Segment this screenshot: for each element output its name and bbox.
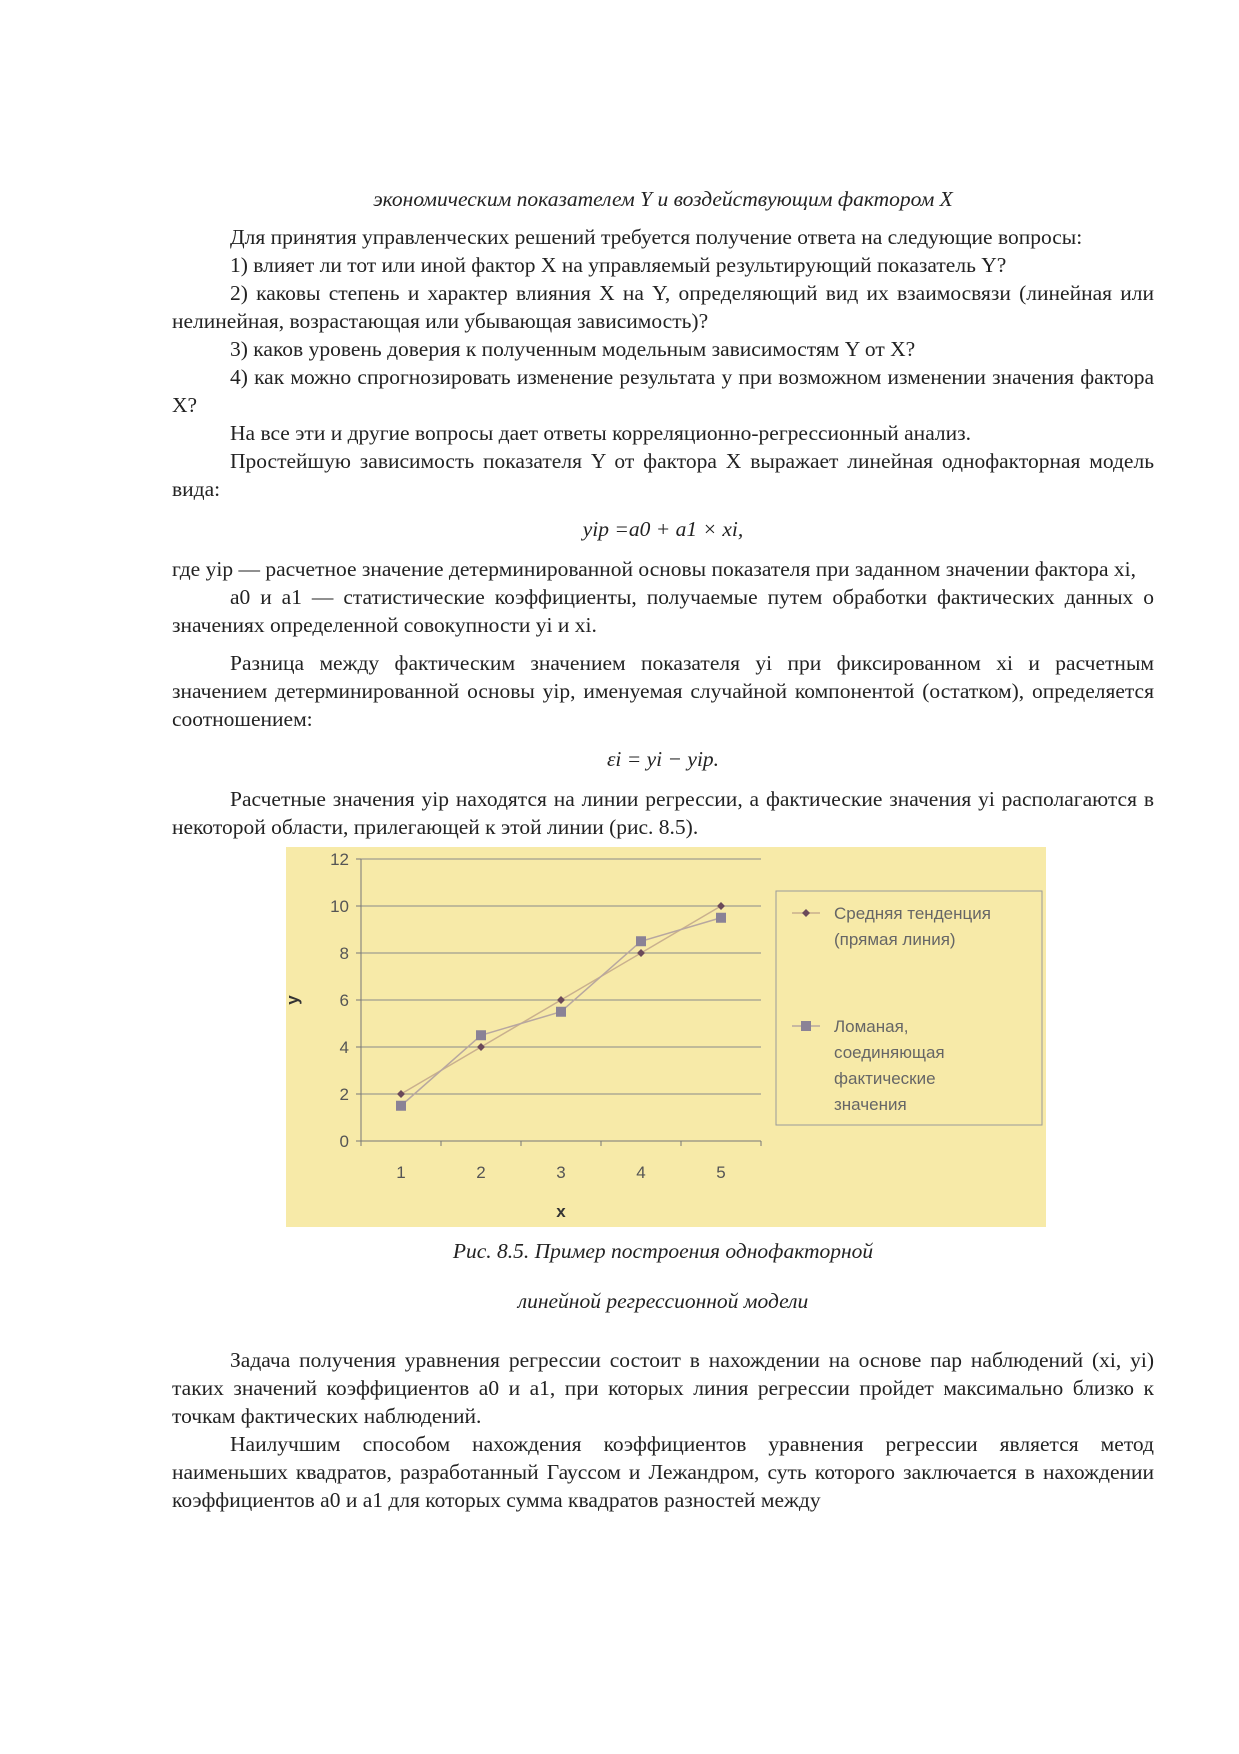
- para-intro: Для принятия управленческих решений требуется получение ответа на следующие вопросы:: [230, 225, 1083, 249]
- legend-label-2: фактические: [834, 1069, 936, 1088]
- legend-label-1: Средняя тенденция: [834, 904, 991, 923]
- figure-caption-line-2: линейной регрессионной модели: [517, 1288, 809, 1313]
- figure-caption-line-1: Рис. 8.5. Пример построения однофакторной: [452, 1239, 874, 1263]
- question-1: 1) влияет ли тот или иной фактор X на управляемый результирующий показатель Y?: [230, 253, 1007, 277]
- x-axis-label: x: [556, 1202, 566, 1221]
- para-task: Задача получения уравнения регрессии состоит в нахождении на основе пар наблюдений (xi, yi) таких значений коэффициентов a0 и a1, при которых линия регрессии пройдет максимально близко к точкам фактических наблюдений.: [172, 1348, 1154, 1428]
- para-difference: Разница между фактическим значением показателя yi при фиксированном xi и расчетным значением детерминированной основы yip, именуемая случайной компонентой (остатком), определяется соотношением:: [172, 651, 1154, 731]
- data-point-actual: [396, 1101, 406, 1111]
- legend-label-2: соединяющая: [834, 1043, 945, 1062]
- formula-regression: yip =a0 + a1 × xi,: [582, 517, 744, 541]
- x-tick-label: 3: [556, 1163, 566, 1182]
- para-model: Простейшую зависимость показателя Y от фактора X выражает линейная однофакторная модель вида:: [172, 449, 1154, 501]
- data-point-actual: [476, 1030, 486, 1040]
- para-regression-line: Расчетные значения yip находятся на линии регрессии, а фактические значения yi располагаются в некоторой области, прилегающей к этой линии (рис. 8.5).: [172, 787, 1154, 839]
- data-point-actual: [556, 1007, 566, 1017]
- x-tick-label: 5: [716, 1163, 726, 1182]
- legend-label-2: значения: [834, 1095, 907, 1114]
- page-content: [172, 185, 1154, 1514]
- question-2: 2) каковы степень и характер влияния X на Y, определяющий вид их взаимосвязи (линейная или нелинейная, возрастающая или убывающая зависимость)?: [172, 281, 1154, 333]
- y-tick-label: 2: [339, 1085, 349, 1104]
- legend-marker-actual: [801, 1021, 811, 1031]
- y-tick-label: 12: [330, 850, 349, 869]
- para-method: Наилучшим способом нахождения коэффициентов уравнения регрессии является метод наименьших квадратов, разработанный Гауссом и Лежандром, суть которого заключается в нахождении коэффициентов a0 и a1 для которых сумма квадратов разностей между: [172, 1432, 1154, 1512]
- data-point-actual: [716, 913, 726, 923]
- legend-label-1: (прямая линия): [834, 930, 956, 949]
- y-axis-label: y: [283, 995, 302, 1005]
- question-3: 3) каков уровень доверия к полученным модельным зависимостям Y от X?: [230, 337, 916, 361]
- legend-label-2: Ломаная,: [834, 1017, 909, 1036]
- data-point-actual: [636, 936, 646, 946]
- question-4: 4) как можно спрогнозировать изменение результата y при возможном изменении значения фактора X?: [172, 365, 1154, 417]
- y-tick-label: 8: [339, 944, 349, 963]
- where-line-2: a0 и a1 — статистические коэффициенты, получаемые путем обработки фактических данных о значениях определенной совокупности yi и xi.: [172, 585, 1154, 637]
- x-tick-label: 1: [396, 1163, 406, 1182]
- y-tick-label: 6: [339, 991, 349, 1010]
- figure: [283, 847, 1046, 1227]
- y-tick-label: 4: [339, 1038, 349, 1057]
- heading-line: экономическим показателем Y и воздействующим фактором X: [373, 187, 953, 211]
- y-tick-label: 0: [339, 1132, 349, 1151]
- formula-residual: εi = yi − yip.: [606, 747, 720, 771]
- para-answer: На все эти и другие вопросы дает ответы корреляционно-регрессионный анализ.: [230, 421, 972, 445]
- y-tick-label: 10: [330, 897, 349, 916]
- x-tick-label: 4: [636, 1163, 646, 1182]
- regression-chart: [283, 847, 1046, 1227]
- where-line-1: где yip — расчетное значение детерминированной основы показателя при заданном значении фактора xi,: [172, 557, 1136, 581]
- x-tick-label: 2: [476, 1163, 486, 1182]
